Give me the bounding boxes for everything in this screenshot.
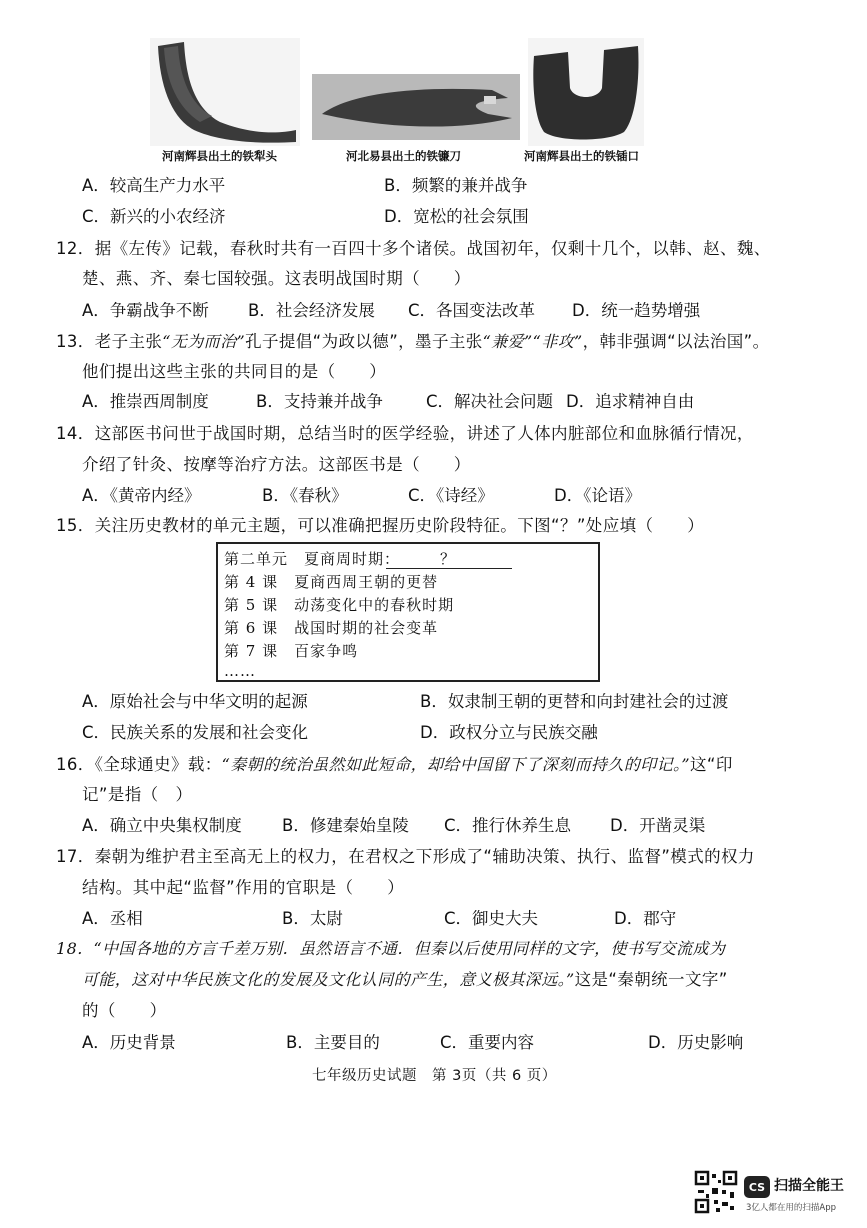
q11-option-c: C．新兴的小农经济	[82, 207, 226, 226]
q15-option-c: C．民族关系的发展和社会变化	[82, 723, 309, 742]
unit-title: 第二单元 夏商周时期：	[224, 550, 401, 568]
lesson-6: 第 6 课 战国时期的社会变革	[224, 619, 439, 637]
q14-option-c: C．《诗经》	[408, 486, 494, 505]
q17-option-b: B．太尉	[282, 909, 343, 928]
q16-option-c: C．推行休养生息	[444, 816, 572, 835]
q18-option-b: B．主要目的	[286, 1033, 380, 1052]
q18-stem-line1	[56, 936, 725, 959]
page-footer: 七年级历史试题 第 3页（共 6 页）	[312, 1068, 557, 1084]
q13-option-a: A．推崇西周制度	[82, 392, 209, 411]
q16-stem-line1	[56, 751, 733, 775]
caption-spade: 河南辉县出土的铁锸口	[524, 149, 639, 163]
q18-option-c: C．重要内容	[440, 1033, 535, 1052]
lesson-ellipsis: ……	[224, 662, 256, 680]
q17-stem-line2: 结构。其中起“监督”作用的官职是（ ）	[82, 878, 405, 897]
q12-stem-line2: 楚、燕、齐、秦七国较强。这表明战国时期（ ）	[82, 269, 471, 288]
camscanner-logo: CS	[744, 1176, 770, 1198]
q16-option-a: A．确立中央集权制度	[82, 816, 242, 835]
q18-option-d: D．历史影响	[648, 1033, 744, 1052]
q16-stem-part1: 16．《全球通史》载：	[56, 755, 222, 774]
q15-option-b: B．奴隶制王朝的更替和向封建社会的过渡	[420, 692, 729, 711]
q13-quote-laozi: “无为而治”	[162, 332, 246, 351]
q17-option-d: D．郡守	[614, 909, 677, 928]
q13-stem-part2: 孔子提倡“为政以德”，墨子主张	[245, 332, 483, 351]
q12-option-c: C．各国变法改革	[408, 301, 536, 320]
q12-stem-line1: 12．据《左传》记载，春秋时共有一百四十多个诸侯。战国初年，仅剩十几个，以韩、赵、魏、	[56, 239, 771, 258]
q18-stem-line2	[82, 966, 728, 990]
iron-sickle-image	[312, 74, 520, 140]
lesson-5: 第 5 课 动荡变化中的春秋时期	[224, 596, 455, 614]
q14-stem-line1: 14．这部医书问世于战国时期，总结当时的医学经验，讲述了人体内脏部位和血脉循行情况，	[56, 424, 754, 443]
q11-option-b: B．频繁的兼并战争	[384, 176, 528, 195]
q17-option-a: A．丞相	[82, 909, 143, 928]
q16-option-d: D．开凿灵渠	[610, 816, 706, 835]
q16-stem-part2: 这“印	[690, 755, 733, 774]
q11-option-a: A．较高生产力水平	[82, 176, 226, 195]
q15-stem-line1: 15．关注历史教材的单元主题，可以准确把握历史阶段特征。下图“？”处应填（ ）	[56, 516, 705, 535]
q13-stem-part1: 13．老子主张	[56, 332, 163, 351]
lesson-7: 第 7 课 百家争鸣	[224, 642, 359, 660]
q13-stem-line2: 他们提出这些主张的共同目的是（ ）	[82, 362, 387, 381]
q18-option-a: A．历史背景	[82, 1033, 176, 1052]
q16-quote: “秦朝的统治虽然如此短命，却给中国留下了深刻而持久的印记。”	[221, 755, 691, 774]
iron-spade-image	[528, 38, 644, 146]
q17-stem-line1: 17．秦朝为维护君主至高无上的权力，在君权之下形成了“辅助决策、执行、监督”模式的权力	[56, 847, 755, 866]
q16-option-b: B．修建秦始皇陵	[282, 816, 409, 835]
q12-option-d: D．统一趋势增强	[572, 301, 701, 320]
q12-option-a: A．争霸战争不断	[82, 301, 209, 320]
caption-plowshare: 河南辉县出土的铁犁头	[162, 149, 277, 163]
q12-option-b: B．社会经济发展	[248, 301, 375, 320]
watermark-tagline: 3亿人都在用的扫描App	[746, 1203, 837, 1213]
q13-option-d: D．追求精神自由	[566, 392, 695, 411]
q16-stem-line2: 记”是指（ ）	[82, 785, 193, 804]
qr-code-icon	[694, 1170, 738, 1214]
q15-option-d: D．政权分立与民族交融	[420, 723, 598, 742]
q13-option-b: B．支持兼并战争	[256, 392, 383, 411]
q18-stem-tail: 这是“秦朝统一文字”	[574, 970, 728, 989]
q13-quote-mozi: “兼爱”“非攻”	[482, 332, 583, 351]
q14-option-d: D．《论语》	[554, 486, 641, 505]
q13-stem-part3: ，韩非强调“以法治国”。	[582, 332, 770, 351]
q15-option-a: A．原始社会与中华文明的起源	[82, 692, 308, 711]
q18-quote-line2: 可能，这对中华民族文化的发展及文化认同的产生，意义极其深远。”	[82, 970, 575, 989]
iron-plowshare-image	[150, 38, 300, 146]
caption-sickle: 河北易县出土的铁镰刀	[346, 149, 461, 163]
q14-option-b: B．《春秋》	[262, 486, 348, 505]
q14-stem-line2: 介绍了针灸、按摩等治疗方法。这部医书是（ ）	[82, 455, 471, 474]
q17-option-c: C．御史大夫	[444, 909, 539, 928]
lesson-4: 第 4 课 夏商西周王朝的更替	[224, 573, 439, 591]
q14-option-a: A．《黄帝内经》	[82, 486, 201, 505]
q11-option-d: D．宽松的社会氛围	[384, 207, 529, 226]
watermark-brand: 扫描全能王	[774, 1178, 844, 1194]
q18-stem-line3: 的（ ）	[82, 1001, 167, 1020]
unit-outline-box	[216, 542, 600, 682]
unit-title-blank: ？	[440, 550, 457, 568]
q13-option-c: C．解决社会问题	[426, 392, 554, 411]
q13-stem-line1	[56, 328, 770, 352]
q18-quote-line1: 18．“中国各地的方言千差万别．虽然语言不通．但秦以后使用同样的文字，使书写交流成为	[56, 939, 726, 958]
